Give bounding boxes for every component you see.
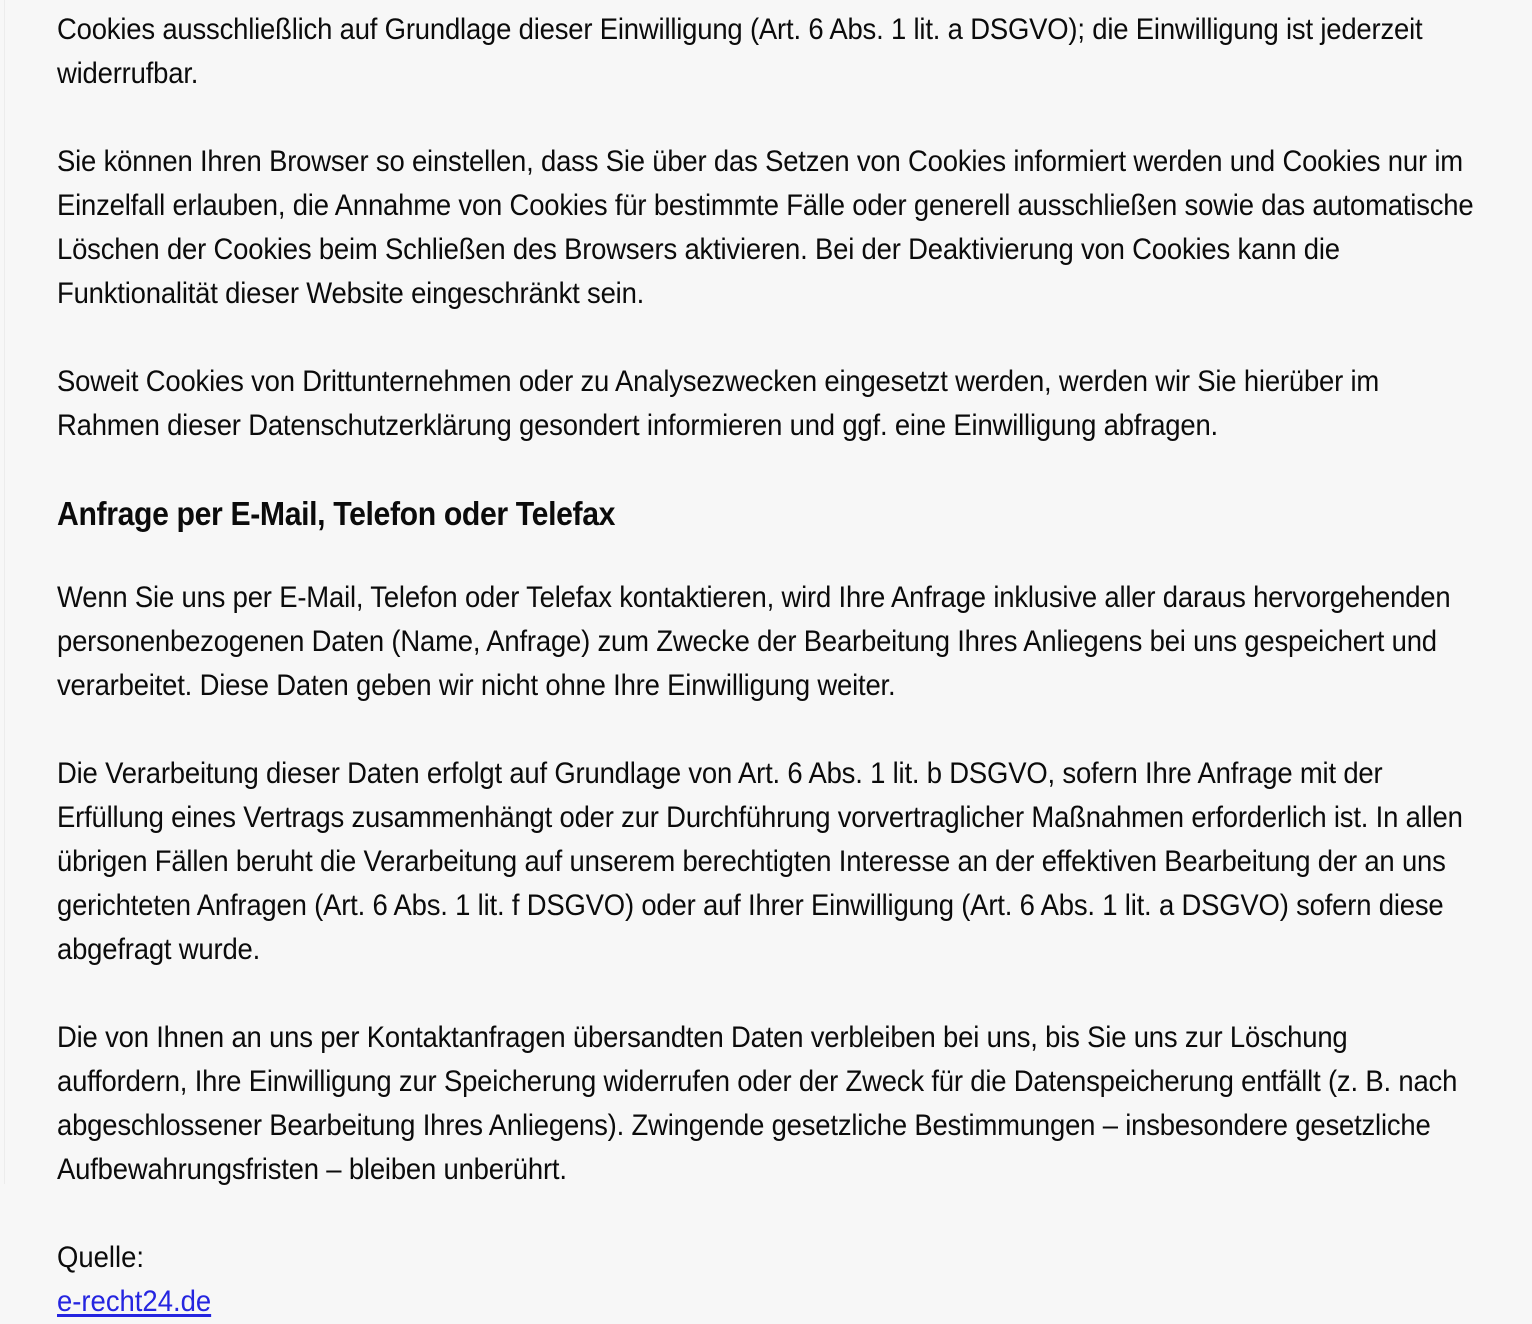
paragraph-retention: Die von Ihnen an uns per Kontaktanfragen übersandten Daten verbleiben bei uns, bis Sie uns zur Löschung auffordern, Ihre Einwilligung zur Speicherung widerrufen oder der Zweck für die Datenspeicherung entfällt (z. B. nach abgeschlossener Bearbeitung Ihres Anliegens). Zwingende gesetzliche Bestimmungen – insbesondere gesetzliche Aufbewahrungsfristen – bleiben unberührt. (57, 1021, 1458, 1186)
paragraph-spacer (57, 1192, 1480, 1236)
paragraph-browser-settings: Sie können Ihren Browser so einstellen, dass Sie über das Setzen von Cookies informiert werden und Cookies nur im Einzelfall erlauben, die Annahme von Cookies für bestimmte Fälle oder generell ausschließen sowie das automatische Löschen der Cookies beim Schließen des Browsers aktivieren. Bei der Deaktivierung von Cookies kann die Funktionalität dieser Website eingeschränkt sein. (57, 145, 1474, 310)
heading-spacer (57, 536, 1480, 576)
paragraph-third-party-cookies: Soweit Cookies von Drittunternehmen oder zu Analysezwecken eingesetzt werden, werden wir Sie hierüber im Rahmen dieser Datenschutzerklärung gesondert informieren und ggf. eine Einwilligung abfragen. (57, 365, 1380, 442)
paragraph-spacer (57, 448, 1480, 492)
paragraph-cookies-consent: Cookies ausschließlich auf Grundlage dieser Einwilligung (Art. 6 Abs. 1 lit. a DSGVO); die Einwilligung ist jederzeit widerrufbar. (57, 13, 1423, 90)
section-heading-anfrage: Anfrage per E-Mail, Telefon oder Telefax (57, 495, 616, 532)
paragraph-legal-basis: Die Verarbeitung dieser Daten erfolgt auf Grundlage von Art. 6 Abs. 1 lit. b DSGVO, sofern Ihre Anfrage mit der Erfüllung eines Vertrags zusammenhängt oder zur Durchführung vorvertraglicher Maßnahmen erforderlich ist. In allen übrigen Fällen beruht die Verarbeitung auf unserem berechtigten Interesse an der effektiven Bearbeitung der an uns gerichteten Anfragen (Art. 6 Abs. 1 lit. f DSGVO) oder auf Ihrer Einwilligung (Art. 6 Abs. 1 lit. a DSGVO) sofern diese abgefragt wurde. (57, 757, 1463, 966)
source-link-wrapper (57, 1280, 1480, 1324)
paragraph-contact-storage: Wenn Sie uns per E-Mail, Telefon oder Telefax kontaktieren, wird Ihre Anfrage inklusive aller daraus hervorgehenden personenbezogenen Daten (Name, Anfrage) zum Zwecke der Bearbeitung Ihres Anliegens bei uns gespeichert und verarbeitet. Diese Daten geben wir nicht ohne Ihre Einwilligung weiter. (57, 581, 1451, 702)
source-label: Quelle: (57, 1241, 144, 1274)
paragraph-spacer (57, 972, 1480, 1016)
paragraph-spacer (57, 316, 1480, 360)
source-link-e-recht24[interactable]: e-recht24.de (57, 1285, 212, 1318)
paragraph-spacer (57, 708, 1480, 752)
paragraph-spacer (57, 96, 1480, 140)
